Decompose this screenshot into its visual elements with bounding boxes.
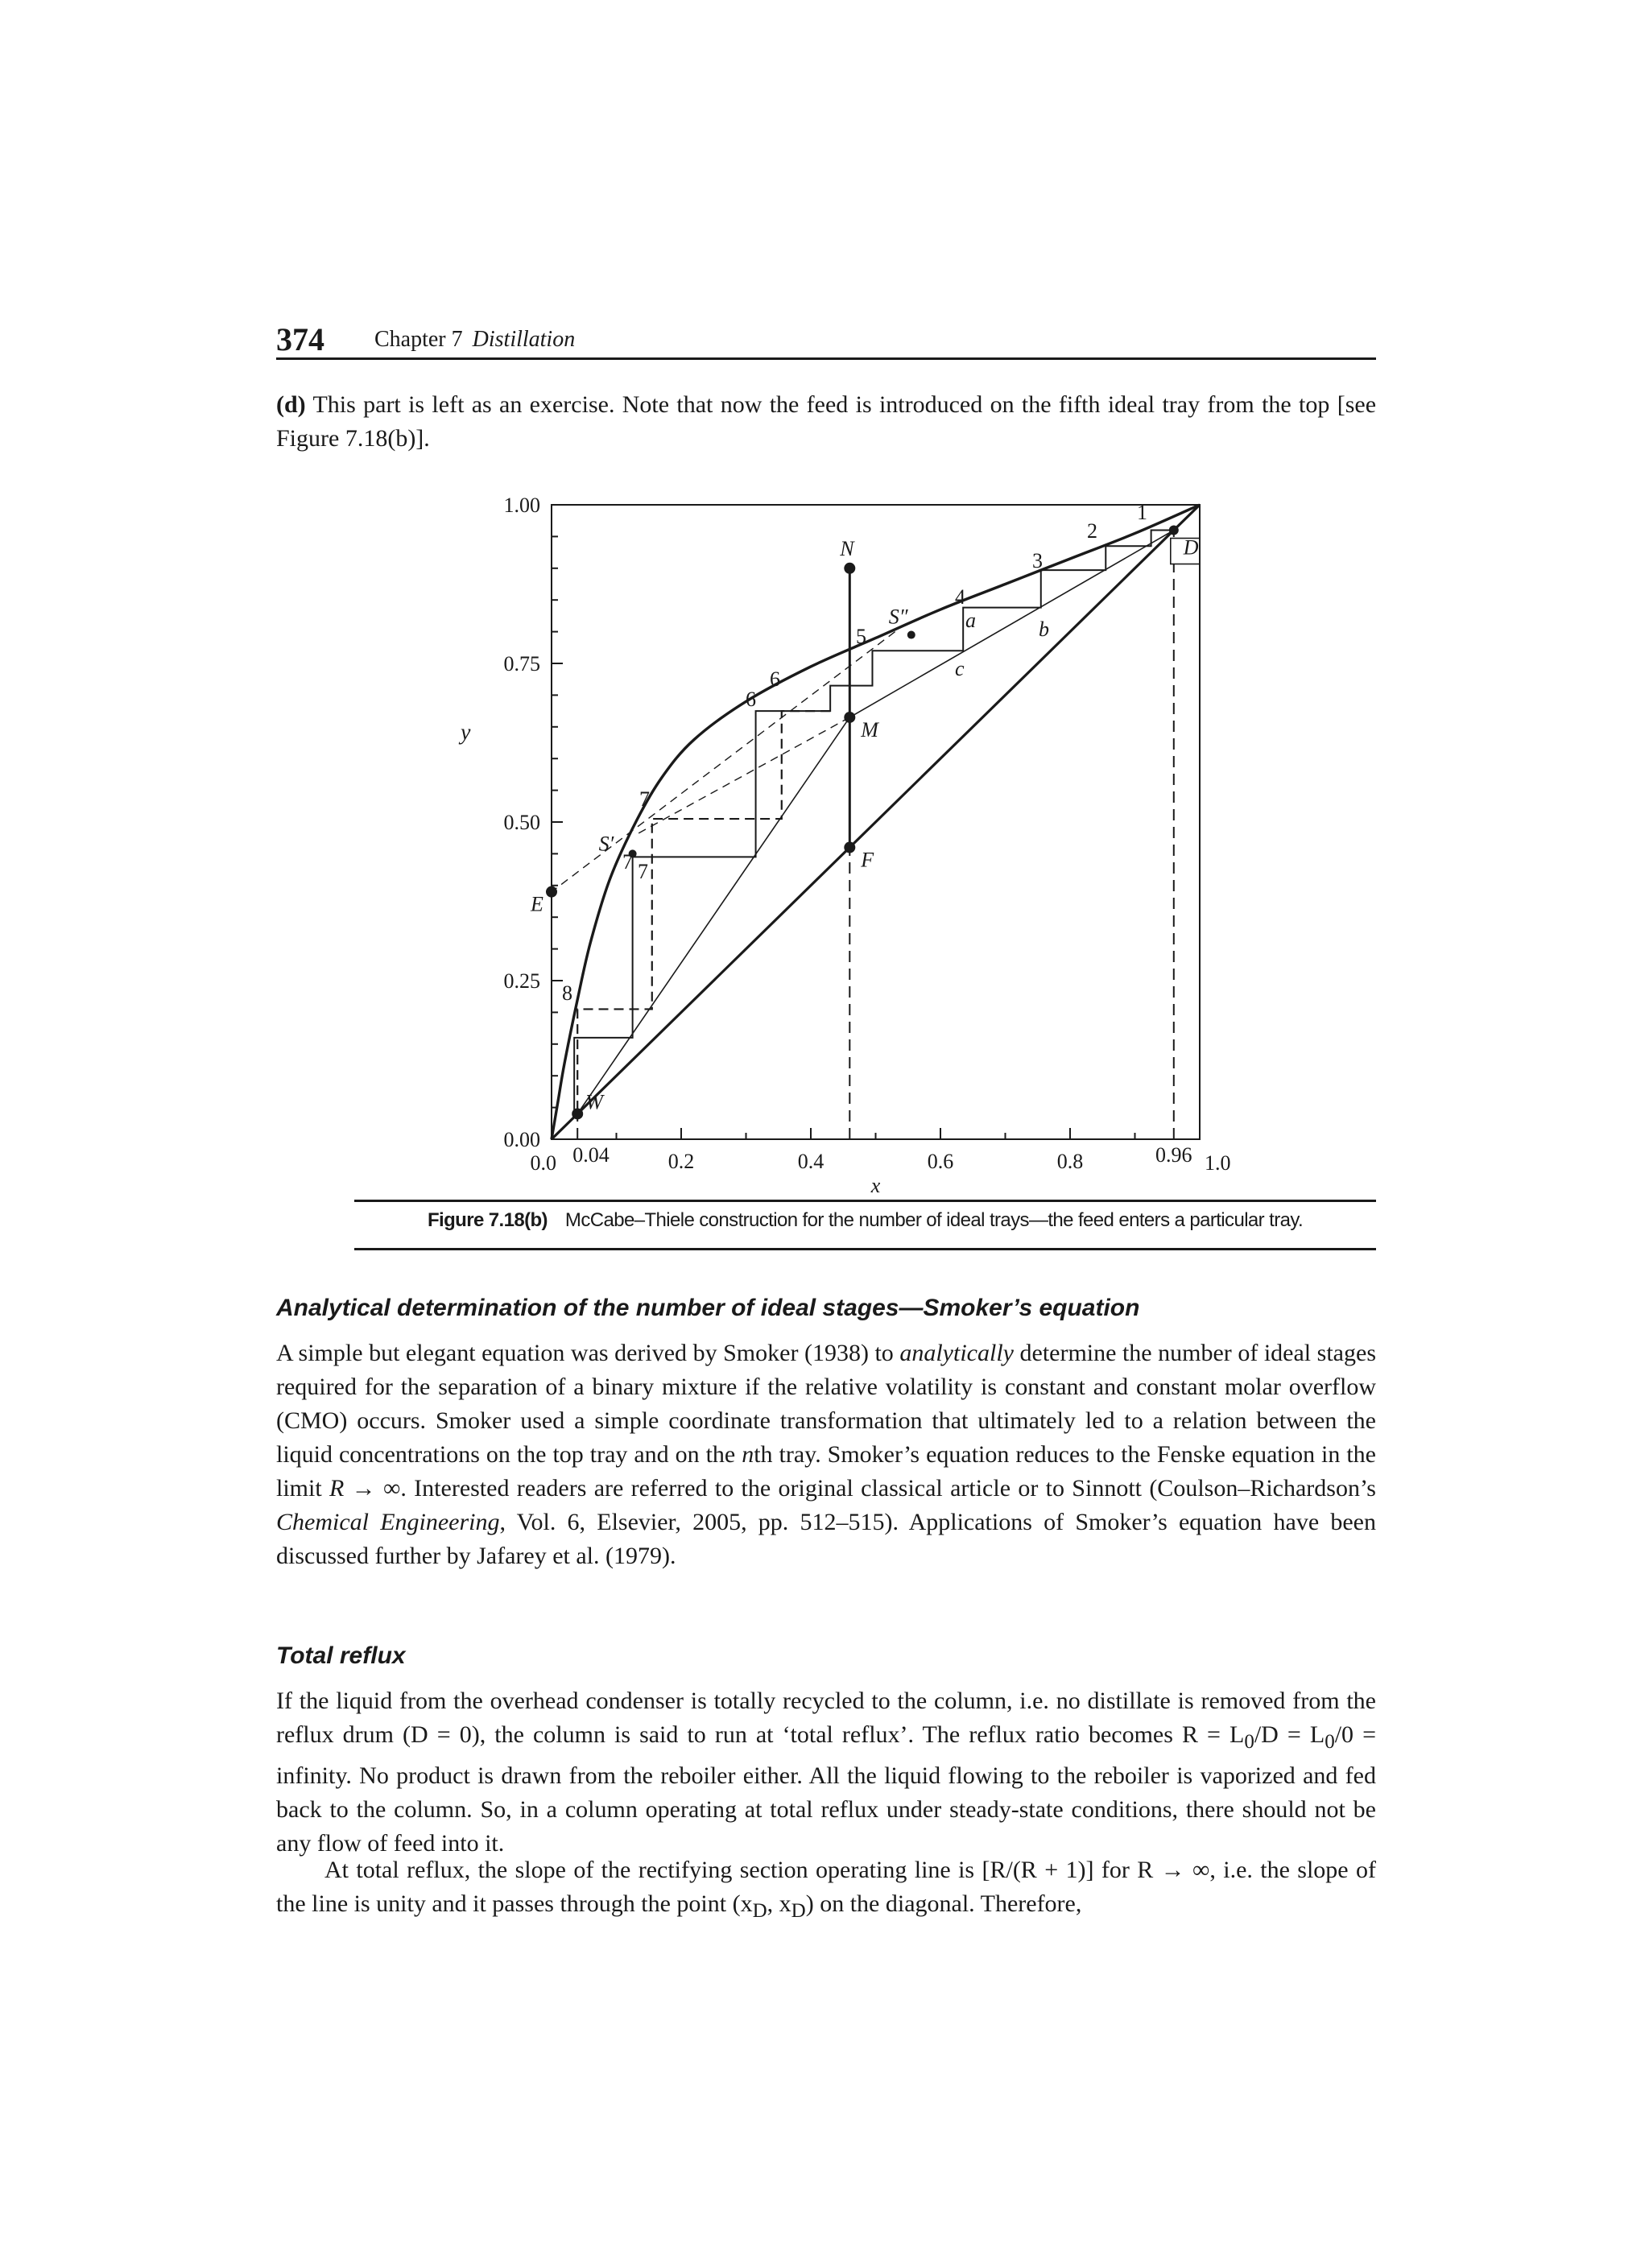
subscript: 0: [1244, 1731, 1254, 1753]
point-label: F: [861, 848, 874, 872]
text-run: → ∞. Interested readers are referred to the original classical article or to Sinnott (Coulson–Richardson’s: [344, 1475, 1376, 1502]
y-tick-label: 0.75: [503, 652, 540, 675]
point-label: S″: [888, 605, 908, 629]
stage-number-label: 7: [638, 860, 648, 883]
total-reflux-paragraph-2: [276, 1853, 1376, 1928]
subscript: D: [752, 1900, 767, 1922]
y-tick-label: 1.00: [503, 494, 540, 517]
text-run: If the liquid from the overhead condenser is totally recycled to the column, i.e. no distillate is removed from the reflux drum (D = 0), the column is said to run at ‘total reflux’. The reflux ratio becomes R = L: [276, 1688, 1376, 1748]
point-label: S′: [598, 832, 614, 856]
figure-caption: [354, 1209, 1376, 1232]
stage-number-label: 1: [1137, 501, 1147, 524]
stage-number-label: 5: [856, 625, 866, 648]
emphasis-run: Chemical Engineering: [276, 1509, 500, 1535]
part-d-text: This part is left as an exercise. Note that now the feed is introduced on the fifth ideal tray from the top [see Figure 7.18(b)].: [276, 391, 1377, 452]
point-label: W: [585, 1090, 603, 1114]
caption-label: Figure 7.18(b): [427, 1209, 548, 1231]
chapter-number: Chapter 7: [374, 327, 463, 352]
text-run: ) on the diagonal. Therefore,: [805, 1890, 1082, 1917]
chapter-title: Distillation: [472, 327, 576, 352]
region-label: a: [965, 609, 976, 632]
point-label: N: [840, 536, 854, 560]
point-s: [907, 631, 915, 639]
point-m: [844, 712, 855, 723]
caption-rule-bottom: [354, 1248, 1376, 1250]
text-run: th tray. Smoker’s equation reduces to the Fenske equation in the limit: [276, 1441, 1376, 1502]
stage-number-label: 4: [955, 585, 965, 609]
y-tick-label: 0.00: [503, 1128, 540, 1151]
text-run: /D = L: [1254, 1721, 1325, 1748]
diagonal-line: [552, 505, 1200, 1139]
stripping-line-extension: [636, 717, 850, 835]
x-tick-label: 0.6: [927, 1150, 954, 1173]
smoker-paragraph: [276, 1336, 1376, 1573]
stage-number-label: 3: [1032, 549, 1043, 572]
emphasis-run: R: [329, 1475, 345, 1502]
x-tick-label: 0.8: [1056, 1150, 1084, 1173]
stage-number-label: 8: [562, 981, 572, 1005]
part-d-label: (d): [276, 391, 306, 418]
stage-number-label: 7: [639, 787, 650, 811]
total-reflux-paragraph-1: [276, 1684, 1376, 1861]
point-f: [844, 842, 855, 853]
point-label: M: [861, 717, 878, 742]
point-n: [844, 563, 855, 574]
section-heading-total-reflux: Total reflux: [276, 1642, 406, 1669]
subscript: D: [791, 1900, 806, 1922]
point-w: [572, 1108, 583, 1119]
x-axis-label: x: [870, 1174, 881, 1197]
emphasis-run: analytically: [899, 1340, 1014, 1366]
caption-text: McCabe–Thiele construction for the number of ideal trays—the feed enters a particular tray.: [564, 1209, 1304, 1231]
text-run: , Vol. 6, Elsevier, 2005, pp. 512–515). Applications of Smoker’s equation have been discussed further by Jafarey et al. (1979).: [276, 1509, 1376, 1569]
text-run: /0 = infinity. No product is drawn from the reboiler either. All the liquid flowing to the reboiler is vaporized and fed back to the column. So, in a column operating at total reflux under steady-state conditions, there should not be any flow of feed into it.: [276, 1721, 1376, 1857]
region-label: b: [1039, 618, 1049, 641]
x-tick-label: 0.0: [530, 1151, 556, 1175]
stage-number-label: 6: [746, 688, 756, 711]
point-label: E: [531, 892, 543, 916]
x-tick-label: 0.4: [797, 1150, 824, 1173]
section-heading-smoker: Analytical determination of the number of ideal stages—Smoker’s equation: [276, 1295, 1140, 1321]
x-tick-label: 1.0: [1205, 1151, 1231, 1175]
x-tick-label: 0.96: [1155, 1143, 1192, 1167]
stripping-operating-line: [577, 717, 849, 1114]
point-label: D: [1183, 535, 1199, 560]
text-run: determine the number of ideal stages required for the separation of a binary mixture if the relative volatility is constant and constant molar overflow (CMO) occurs. Smoker used a simple coordinate transformation that ultimately led to a relation between the liquid concentrations on the top tray and on the: [276, 1340, 1376, 1468]
y-tick-label: 0.50: [503, 811, 540, 834]
page-number: 374: [276, 321, 324, 357]
x-tick-label: 0.04: [572, 1143, 610, 1167]
text-run: , x: [767, 1890, 791, 1917]
point-d: [1169, 526, 1179, 535]
region-label: c: [955, 657, 965, 680]
y-tick-label: 0.25: [503, 969, 540, 993]
emphasis-run: n: [742, 1441, 754, 1468]
y-axis-label: y: [461, 720, 471, 746]
point-e: [546, 886, 557, 898]
stage-steps-dashed: [577, 711, 830, 1113]
text-run: At total reflux, the slope of the rectifying section operating line is [R/(R + 1)] for R → ∞, i.e. the slope of the line is unity and it passes through the point (x: [276, 1857, 1376, 1917]
stage-number-label: 7: [622, 850, 633, 874]
x-tick-label: 0.2: [667, 1150, 695, 1173]
caption-rule-top: [354, 1200, 1376, 1202]
stage-number-label: 6: [770, 667, 780, 691]
text-run: A simple but elegant equation was derived by Smoker (1938) to: [276, 1340, 900, 1366]
stage-number-label: 2: [1087, 519, 1097, 543]
subscript: 0: [1325, 1731, 1335, 1753]
